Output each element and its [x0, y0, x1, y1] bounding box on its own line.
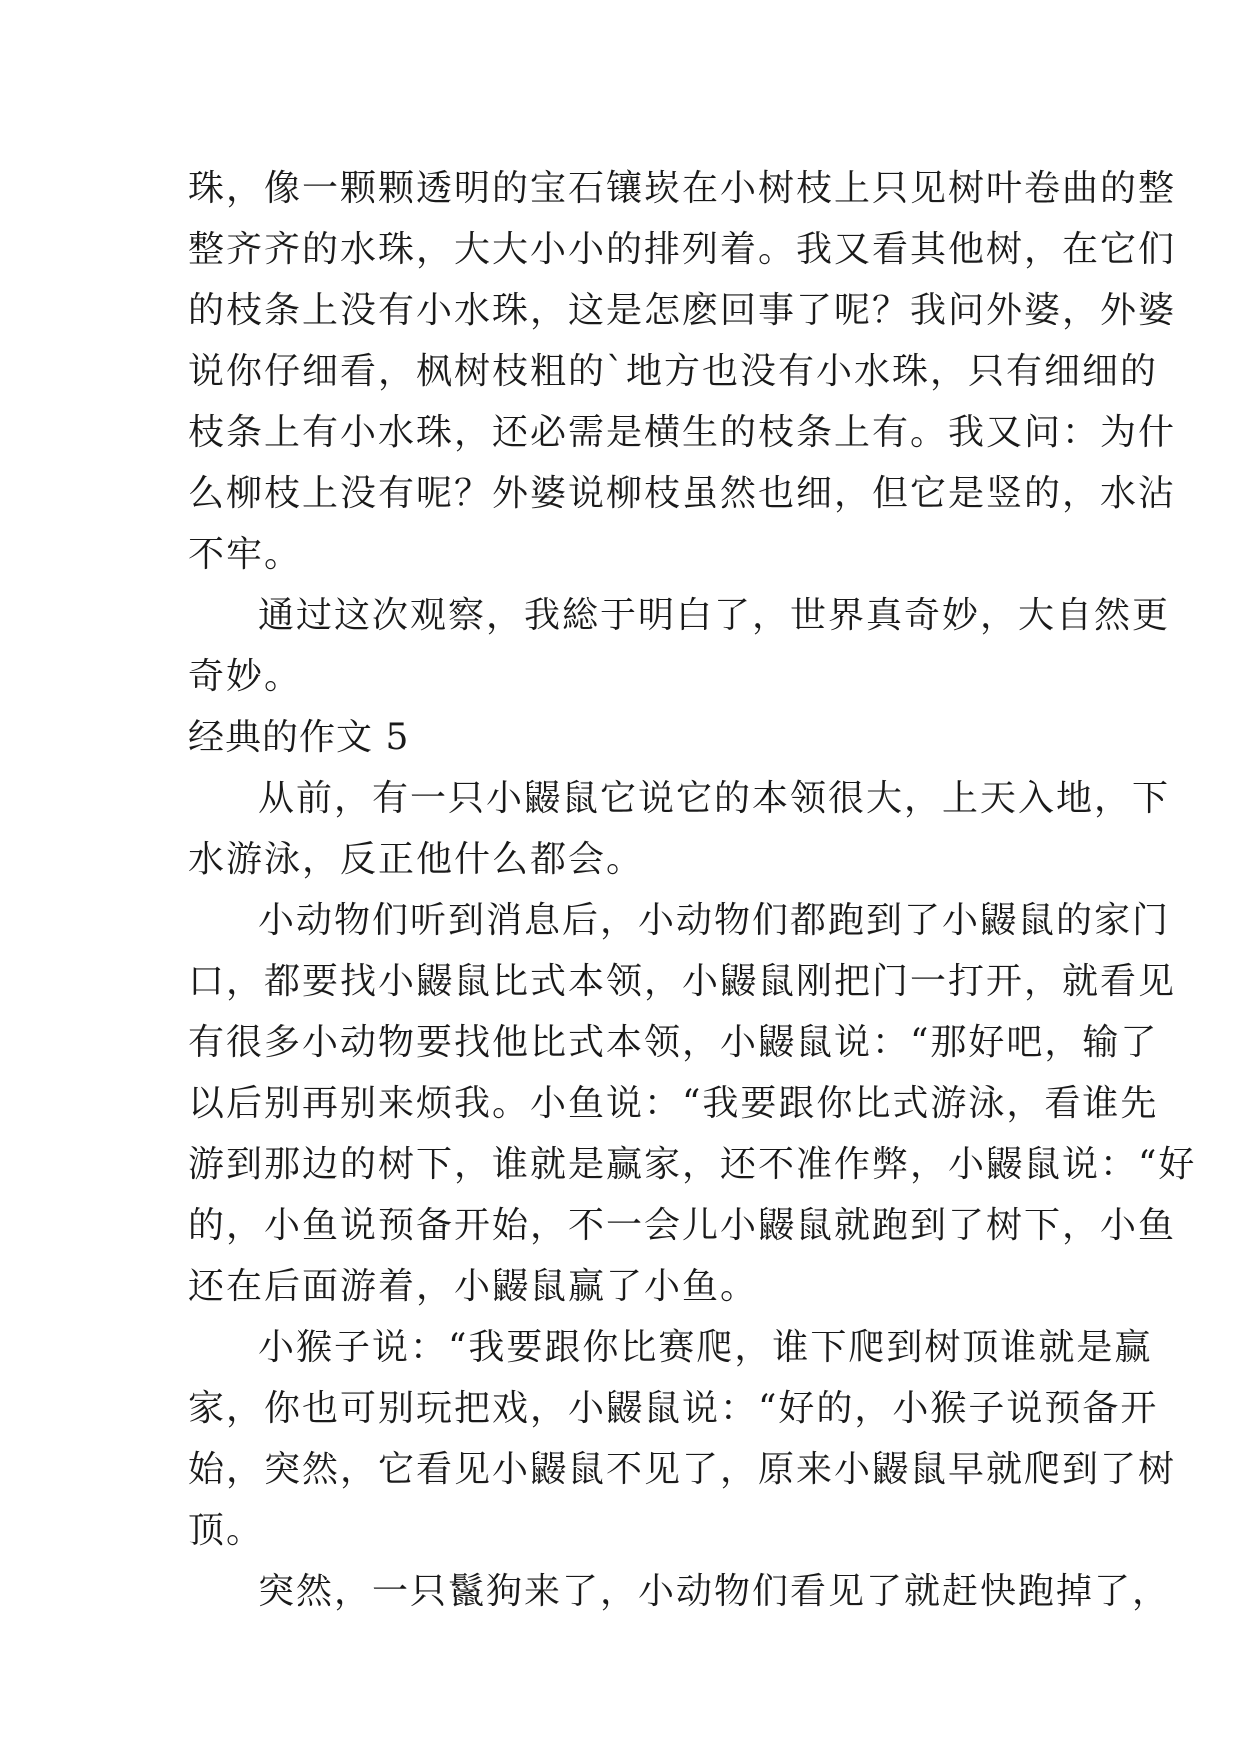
text-line: 游到那边的树下，谁就是赢家，还不准作弊，小鼹鼠说：“好 [188, 1144, 1197, 1185]
text-line: 口，都要找小鼹鼠比式本领，小鼹鼠刚把门一打开，就看见 [188, 961, 1177, 1002]
text-line: 枝条上有小水珠，还必需是横生的枝条上有。我又问：为什 [188, 412, 1177, 453]
text-line: 珠，像一颗颗透明的宝石镶崁在小树枝上只见树叶卷曲的整 [188, 168, 1177, 209]
text-line: 不牢。 [188, 534, 303, 575]
text-line: 整齐齐的水珠，大大小小的排列着。我又看其他树，在它们 [188, 229, 1177, 270]
text-line: 的，小鱼说预备开始，不一会儿小鼹鼠就跑到了树下，小鱼 [188, 1205, 1177, 1246]
text-line: 小猴子说：“我要跟你比赛爬，谁下爬到树顶谁就是赢 [258, 1327, 1153, 1368]
text-line: 突然，一只鬣狗来了，小动物们看见了就赶快跑掉了， [258, 1571, 1171, 1612]
section-heading: 经典的作文 5 [188, 717, 410, 758]
text-line: 小动物们听到消息后，小动物们都跑到了小鼹鼠的家门 [258, 900, 1171, 941]
text-line: 家，你也可别玩把戏，小鼹鼠说：“好的，小猴子说预备开 [188, 1388, 1159, 1429]
text-line: 以后别再别来烦我。小鱼说：“我要跟你比式游泳，看谁先 [188, 1083, 1159, 1124]
text-line: 的枝条上没有小水珠，这是怎麽回事了呢？我问外婆，外婆 [188, 290, 1177, 331]
text-line: 说你仔细看，枫树枝粗的`地方也没有小水珠，只有细细的 [188, 351, 1159, 392]
text-line: 通过这次观察，我総于明白了，世界真奇妙，大自然更 [258, 595, 1171, 636]
text-line: 始，突然，它看见小鼹鼠不见了，原来小鼹鼠早就爬到了树 [188, 1449, 1177, 1490]
text-line: 还在后面游着，小鼹鼠赢了小鱼。 [188, 1266, 759, 1307]
text-line: 奇妙。 [188, 656, 303, 697]
document-body [188, 158, 1197, 1622]
text-line: 么柳枝上没有呢？外婆说柳枝虽然也细，但它是竖的，水沾 [188, 473, 1177, 514]
text-line: 从前，有一只小鼹鼠它说它的本领很大，上天入地，下 [258, 778, 1171, 819]
text-line: 水游泳，反正他什么都会。 [188, 839, 645, 880]
text-line: 有很多小动物要找他比式本领，小鼹鼠说：“那好吧，输了 [188, 1022, 1159, 1063]
text-line: 顶。 [188, 1510, 265, 1551]
